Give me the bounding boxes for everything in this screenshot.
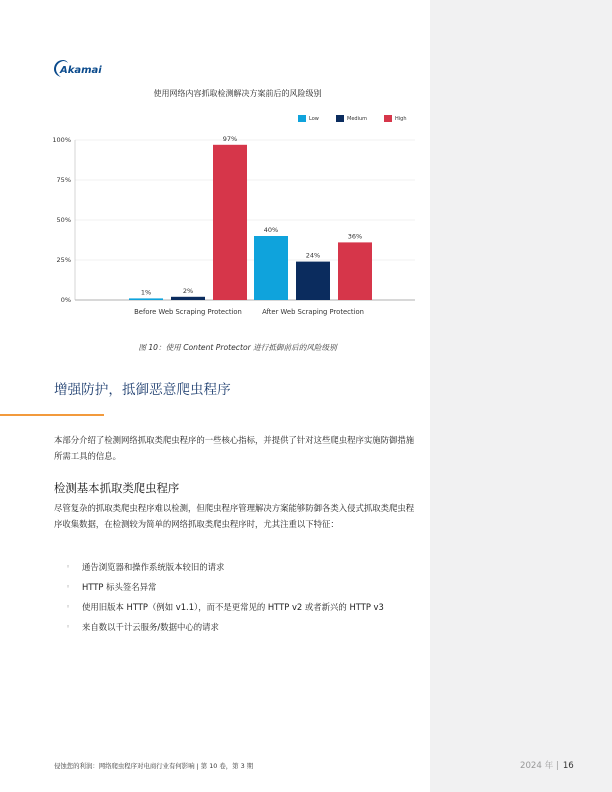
bar-high bbox=[338, 242, 372, 300]
legend-swatch-high bbox=[384, 115, 392, 122]
data-label: 97% bbox=[222, 134, 238, 143]
bullet-icon: ◦ bbox=[66, 583, 71, 591]
section-heading: 增强防护，抵御恶意爬虫程序 bbox=[54, 382, 231, 398]
footer-year: 2024 年 | bbox=[520, 761, 559, 771]
figure-caption: 图 10：使用 Content Protector 进行抵御前后的风险级别 bbox=[138, 343, 337, 352]
chart-title: 使用网络内容抓取检测解决方案前后的风险级别 bbox=[153, 89, 322, 98]
bar-medium bbox=[296, 262, 330, 300]
bar-high bbox=[213, 145, 247, 300]
bar-medium bbox=[171, 297, 205, 300]
data-label: 24% bbox=[305, 251, 321, 260]
bullet-icon: ◦ bbox=[66, 623, 71, 631]
page-number: 16 bbox=[562, 761, 574, 771]
legend-label-high: High bbox=[395, 115, 407, 122]
footer-page-info bbox=[520, 759, 574, 771]
akamai-logo bbox=[54, 58, 124, 76]
bullet-icon: ◦ bbox=[66, 603, 71, 611]
bullet-icon: ◦ bbox=[66, 563, 71, 571]
list-item-text: 通告浏览器和操作系统版本较旧的请求 bbox=[82, 562, 225, 572]
list-item bbox=[66, 560, 416, 576]
list-item-text: 使用旧版本 HTTP（例如 v1.1），而不是更常见的 HTTP v2 或者新兴的 HTTP v3 bbox=[82, 602, 384, 612]
intro-paragraph: 本部分介绍了检测网络抓取类爬虫程序的一些核心指标，并提供了针对这些爬虫程序实施防御措施所需工具的信息。 bbox=[54, 435, 415, 461]
legend-label-low: Low bbox=[309, 115, 319, 122]
list-item-text: 来自数以千计云服务/数据中心的请求 bbox=[82, 622, 219, 632]
legend-item-low bbox=[298, 115, 319, 122]
x-tick-label: After Web Scraping Protection bbox=[262, 308, 364, 316]
sub-heading: 检测基本抓取类爬虫程序 bbox=[54, 481, 180, 495]
akamai-logo-icon bbox=[54, 58, 124, 78]
legend-label-medium: Medium bbox=[347, 115, 367, 122]
heading-divider bbox=[0, 414, 104, 416]
legend-swatch-medium bbox=[336, 115, 344, 122]
logo-text: Akamai bbox=[60, 65, 102, 76]
risk-level-bar-chart bbox=[40, 128, 420, 328]
legend-swatch-low bbox=[298, 115, 306, 122]
list-item bbox=[66, 620, 416, 636]
list-item bbox=[66, 600, 416, 616]
footer-publication-title: 侵蚀您的利润：网络爬虫程序对电商行业有何影响 | 第 10 卷，第 3 期 bbox=[54, 762, 254, 770]
feature-list bbox=[66, 560, 416, 640]
y-tick-label: 25% bbox=[56, 256, 71, 264]
data-label: 1% bbox=[140, 288, 152, 297]
sidebar-panel bbox=[430, 0, 612, 792]
x-tick-label: Before Web Scraping Protection bbox=[134, 308, 242, 316]
data-label: 2% bbox=[182, 286, 194, 295]
y-tick-label: 50% bbox=[56, 216, 71, 224]
y-tick-label: 75% bbox=[56, 176, 71, 184]
legend-item-medium bbox=[336, 115, 367, 122]
legend-item-high bbox=[384, 115, 407, 122]
list-item-text: HTTP 标头签名异常 bbox=[82, 582, 157, 592]
data-label: 36% bbox=[347, 232, 363, 241]
detection-paragraph: 尽管复杂的抓取类爬虫程序难以检测，但爬虫程序管理解决方案能够防御各类入侵式抓取类爬虫程序收集数据，在检测较为简单的网络抓取类爬虫程序时，尤其注重以下特征： bbox=[54, 503, 415, 529]
bar-low bbox=[129, 298, 163, 300]
bar-low bbox=[254, 236, 288, 300]
list-item bbox=[66, 580, 416, 596]
y-tick-label: 0% bbox=[60, 296, 71, 304]
data-label: 40% bbox=[263, 226, 279, 234]
y-tick-label: 100% bbox=[52, 136, 71, 144]
